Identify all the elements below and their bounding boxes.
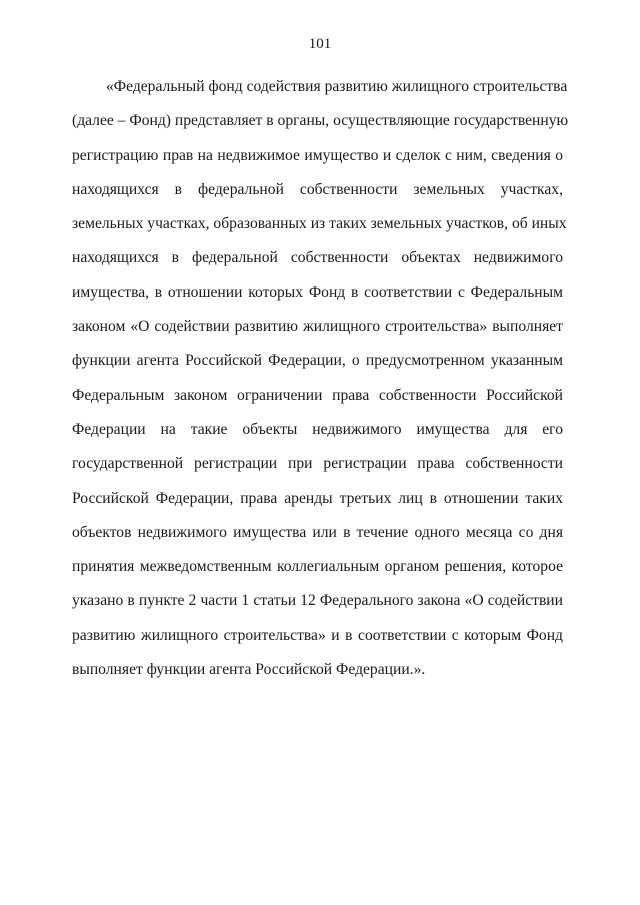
page-number: 101 xyxy=(308,36,332,52)
text-line: принятия межведомственным коллегиальным органом решения, которое xyxy=(72,558,563,576)
text-line: указано в пункте 2 части 1 статьи 12 Федерального закона «О содействии xyxy=(72,592,563,610)
text-line: (далее – Фонд) представляет в органы, осуществляющие государственную xyxy=(72,112,569,130)
text-line: развитию жилищного строительства» и в соответствии с которым Фонд xyxy=(72,626,563,644)
text-line: Федерации на такие объекты недвижимого имущества для его xyxy=(72,420,563,438)
text-line: находящихся в федеральной собственности объектах недвижимого xyxy=(72,249,563,267)
text-line: находящихся в федеральной собственности земельных участках, xyxy=(72,180,563,198)
text-line: Российской Федерации, права аренды третьих лиц в отношении таких xyxy=(72,489,563,507)
text-line: имущества, в отношении которых Фонд в соответствии с Федеральным xyxy=(72,283,563,301)
text-line: регистрацию прав на недвижимое имущество и сделок с ним, сведения о xyxy=(72,146,563,164)
text-line: выполняет функции агента Российской Федерации.». xyxy=(72,661,426,679)
paragraph xyxy=(72,70,569,687)
text-line: функции агента Российской Федерации, о предусмотренном указанным xyxy=(72,352,563,370)
text-line: государственной регистрации при регистрации права собственности xyxy=(72,455,563,473)
text-line: объектов недвижимого имущества или в течение одного месяца со дня xyxy=(72,523,563,541)
text-line: Федеральным законом ограничении права собственности Российской xyxy=(72,386,563,404)
text-line: «Федеральный фонд содействия развитию жилищного строительства xyxy=(106,78,568,95)
text-line: земельных участках, образованных из таких земельных участков, об иных xyxy=(72,215,567,233)
text-line: законом «О содействии развитию жилищного строительства» выполняет xyxy=(72,318,563,336)
